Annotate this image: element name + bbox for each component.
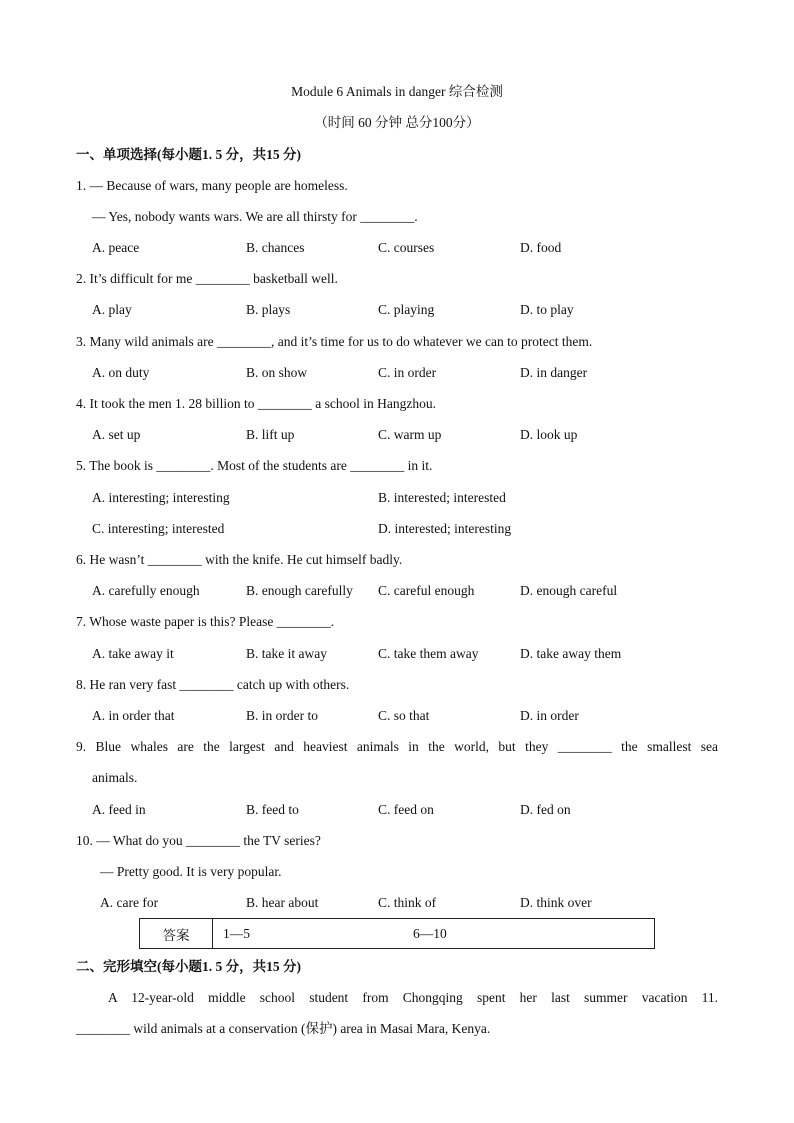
q4-option-a[interactable]: A. set up — [92, 427, 141, 442]
question-10-line-2: — Pretty good. It is very popular. — [100, 864, 282, 879]
answer-table — [139, 918, 655, 949]
q5-option-b[interactable]: B. interested; interested — [378, 490, 506, 505]
q5-option-c[interactable]: C. interesting; interested — [92, 521, 225, 536]
question-4-line-1: 4. It took the men 1. 28 billion to ________ a school in Hangzhou. — [76, 396, 436, 411]
q9-option-b[interactable]: B. feed to — [246, 802, 299, 817]
q10-option-d[interactable]: D. think over — [520, 895, 592, 910]
question-2-line-1: 2. It’s difficult for me ________ basketball well. — [76, 271, 338, 286]
question-3-line-1: 3. Many wild animals are ________, and it’s time for us to do whatever we can to protect them. — [76, 334, 593, 349]
q3-option-c[interactable]: C. in order — [378, 365, 437, 380]
question-5-line-1: 5. The book is ________. Most of the students are ________ in it. — [76, 458, 433, 473]
q9-option-a[interactable]: A. feed in — [92, 802, 146, 817]
answer-range-1-5[interactable]: 1—5 — [223, 925, 250, 941]
q4-option-b[interactable]: B. lift up — [246, 427, 295, 442]
question-6-line-1: 6. He wasn’t ________ with the knife. He cut himself badly. — [76, 552, 403, 567]
q6-option-d[interactable]: D. enough careful — [520, 583, 618, 598]
q6-option-a[interactable]: A. carefully enough — [92, 583, 200, 598]
answer-label: 答案 — [140, 919, 213, 948]
q7-option-a[interactable]: A. take away it — [92, 646, 174, 661]
q2-option-b[interactable]: B. plays — [246, 302, 291, 317]
q6-option-b[interactable]: B. enough carefully — [246, 583, 353, 598]
question-1-line-2: — Yes, nobody wants wars. We are all thirsty for ________. — [92, 209, 418, 224]
q6-option-c[interactable]: C. careful enough — [378, 583, 475, 598]
q8-option-a[interactable]: A. in order that — [92, 708, 175, 723]
q1-option-a[interactable]: A. peace — [92, 240, 140, 255]
q9-option-d[interactable]: D. fed on — [520, 802, 571, 817]
cloze-paragraph-line-1: A 12-year-old middle school student from Chongqing spent her last summer vacation 11. — [108, 990, 718, 1005]
q8-option-c[interactable]: C. so that — [378, 708, 430, 723]
q2-option-c[interactable]: C. playing — [378, 302, 435, 317]
question-10-line-1: 10. — What do you ________ the TV series? — [76, 833, 321, 848]
answer-range-6-10[interactable]: 6—10 — [413, 925, 447, 941]
q1-option-d[interactable]: D. food — [520, 240, 562, 255]
q3-option-a[interactable]: A. on duty — [92, 365, 150, 380]
q7-option-d[interactable]: D. take away them — [520, 646, 622, 661]
page-title: Module 6 Animals in danger 综合检测 — [291, 84, 503, 99]
q9-option-c[interactable]: C. feed on — [378, 802, 434, 817]
q7-option-b[interactable]: B. take it away — [246, 646, 327, 661]
question-9-line-1: 9. Blue whales are the largest and heaviest animals in the world, but they ________ the smallest sea — [76, 739, 718, 754]
q1-option-b[interactable]: B. chances — [246, 240, 305, 255]
q7-option-c[interactable]: C. take them away — [378, 646, 479, 661]
q10-option-b[interactable]: B. hear about — [246, 895, 319, 910]
q5-option-d[interactable]: D. interested; interesting — [378, 521, 512, 536]
question-8-line-1: 8. He ran very fast ________ catch up with others. — [76, 677, 350, 692]
cloze-paragraph-line-2: ________ wild animals at a conservation (保护) area in Masai Mara, Kenya. — [76, 1021, 491, 1036]
q4-option-c[interactable]: C. warm up — [378, 427, 442, 442]
section2-heading: 二、完形填空(每小题1. 5 分，共15 分) — [76, 959, 301, 974]
question-9-line-2: animals. — [92, 770, 138, 785]
question-1-line-1: 1. — Because of wars, many people are homeless. — [76, 178, 348, 193]
q2-option-a[interactable]: A. play — [92, 302, 132, 317]
page-subtitle: （时间 60 分钟 总分100分） — [314, 115, 480, 130]
q8-option-d[interactable]: D. in order — [520, 708, 579, 723]
question-7-line-1: 7. Whose waste paper is this? Please ________. — [76, 614, 335, 629]
q8-option-b[interactable]: B. in order to — [246, 708, 318, 723]
q2-option-d[interactable]: D. to play — [520, 302, 574, 317]
section1-heading: 一、单项选择(每小题1. 5 分，共15 分) — [76, 147, 301, 162]
q5-option-a[interactable]: A. interesting; interesting — [92, 490, 230, 505]
q3-option-d[interactable]: D. in danger — [520, 365, 588, 380]
q10-option-a[interactable]: A. care for — [100, 895, 159, 910]
q3-option-b[interactable]: B. on show — [246, 365, 308, 380]
q1-option-c[interactable]: C. courses — [378, 240, 435, 255]
q10-option-c[interactable]: C. think of — [378, 895, 437, 910]
q4-option-d[interactable]: D. look up — [520, 427, 578, 442]
